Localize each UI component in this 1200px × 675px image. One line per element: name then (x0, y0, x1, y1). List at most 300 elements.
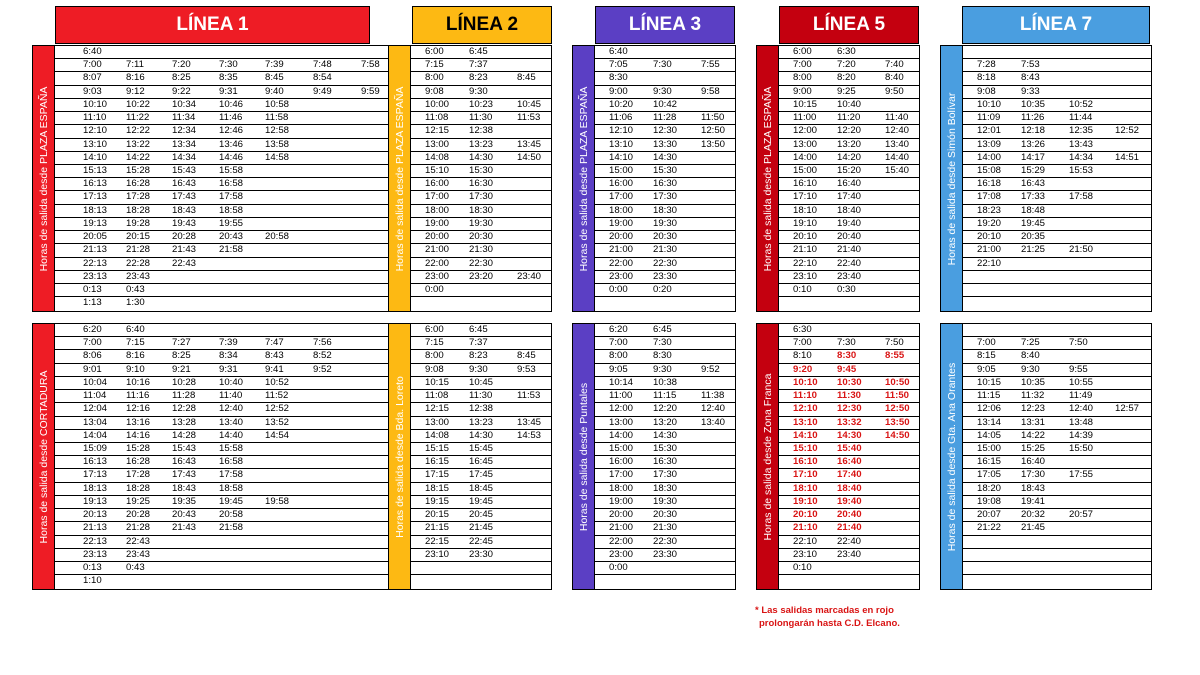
departure-time: 17:30 (469, 191, 494, 203)
departure-time: 9:53 (517, 363, 536, 375)
departure-time: 16:00 (609, 178, 634, 190)
departure-time: 16:30 (653, 456, 678, 468)
table-row (411, 258, 551, 271)
table-row (779, 178, 919, 191)
table-row (595, 258, 735, 271)
departure-time: 9:30 (469, 363, 488, 375)
departure-origin-label: Horas de salida desde Simón Bolívar (945, 92, 958, 265)
departure-time: 12:30 (653, 125, 678, 137)
table-row (55, 562, 391, 575)
departure-time: 18:45 (469, 482, 494, 494)
departure-time: 18:28 (126, 204, 151, 216)
departure-time: 9:30 (1021, 363, 1040, 375)
table-row (963, 496, 1151, 509)
departure-time: 10:58 (265, 98, 290, 110)
table-row (779, 297, 919, 310)
table-row (55, 430, 391, 443)
departure-time: 22:00 (609, 535, 634, 547)
departure-time: 12:20 (837, 125, 862, 137)
departure-time: 19:58 (265, 495, 290, 507)
departure-origin-label: Horas de salida desde Bda. Loreto (393, 375, 406, 538)
table-row (963, 403, 1151, 416)
departure-time: 13:32 (837, 416, 862, 428)
departure-time: 15:30 (469, 164, 494, 176)
table-row (963, 244, 1151, 257)
departure-time: 12:04 (83, 403, 108, 415)
departure-time: 19:08 (977, 495, 1002, 507)
line-header-1: LÍNEA 1 (55, 6, 370, 44)
departure-time: 15:00 (977, 442, 1002, 454)
table-row (963, 350, 1151, 363)
departure-time: 15:08 (977, 164, 1002, 176)
table-row (963, 575, 1151, 588)
departure-time: 18:40 (837, 482, 862, 494)
departure-time: 7:15 (126, 337, 145, 349)
departure-time: 7:39 (219, 337, 238, 349)
departure-time: 18:43 (172, 204, 197, 216)
departure-origin-band (940, 45, 962, 312)
departure-time: 22:30 (653, 257, 678, 269)
departure-time: 17:13 (83, 469, 108, 481)
departure-time: 11:10 (83, 112, 107, 124)
departure-time: 15:29 (1021, 164, 1046, 176)
departure-time: 10:28 (172, 376, 197, 388)
table-row (779, 271, 919, 284)
departure-time: 7:00 (793, 59, 812, 71)
departure-time: 21:30 (469, 244, 494, 256)
departure-time: 21:30 (653, 244, 678, 256)
departure-time: 21:28 (126, 522, 151, 534)
departure-time: 19:13 (83, 495, 108, 507)
departure-time: 8:30 (609, 72, 628, 84)
departure-time: 7:30 (653, 337, 672, 349)
departure-time: 9:21 (172, 363, 191, 375)
departure-time: 7:00 (83, 337, 102, 349)
departure-time: 7:00 (83, 59, 102, 71)
table-row (595, 549, 735, 562)
table-row (55, 403, 391, 416)
departure-time: 12:30 (837, 403, 862, 415)
departure-time: 20:10 (793, 509, 818, 521)
departure-time: 12:40 (1069, 403, 1094, 415)
departure-time: 8:16 (126, 72, 145, 84)
departure-time: 13:34 (172, 138, 197, 150)
table-row (779, 483, 919, 496)
departure-time: 6:40 (126, 324, 145, 335)
table-row (779, 509, 919, 522)
table-row (411, 350, 551, 363)
table-row (963, 191, 1151, 204)
departure-time: 18:28 (126, 482, 151, 494)
table-row (963, 125, 1151, 138)
departure-time: 7:48 (313, 59, 332, 71)
departure-time: 11:08 (425, 112, 449, 124)
table-row (411, 46, 551, 59)
departure-time: 19:00 (425, 217, 450, 229)
departure-time: 13:40 (219, 416, 244, 428)
table-row (595, 99, 735, 112)
departure-time: 23:40 (837, 548, 862, 560)
departure-time: 16:28 (126, 178, 151, 190)
departure-time: 8:00 (425, 72, 444, 84)
departure-time: 20:07 (977, 509, 1002, 521)
departure-time: 16:15 (425, 456, 450, 468)
table-row (963, 86, 1151, 99)
departure-time: 10:38 (653, 376, 678, 388)
table-row (963, 178, 1151, 191)
departure-time: 13:40 (701, 416, 726, 428)
departure-time: 11:40 (885, 112, 909, 124)
departure-time: 23:10 (425, 548, 450, 560)
table-row (595, 364, 735, 377)
departure-time: 11:22 (126, 112, 150, 124)
table-row (779, 125, 919, 138)
table-row (595, 496, 735, 509)
departure-time: 12:40 (701, 403, 726, 415)
table-row (411, 112, 551, 125)
departure-time: 15:00 (793, 164, 818, 176)
departure-time: 10:16 (126, 376, 151, 388)
table-row (411, 178, 551, 191)
departure-time: 10:20 (609, 98, 634, 110)
table-row (963, 509, 1151, 522)
departure-time: 23:00 (425, 270, 450, 282)
departure-time: 9:30 (469, 85, 488, 97)
schedule-table (410, 45, 552, 312)
departure-time: 10:34 (172, 98, 197, 110)
departure-time: 13:45 (517, 416, 542, 428)
table-row (411, 139, 551, 152)
departure-time: 12:40 (885, 125, 910, 137)
table-row (779, 496, 919, 509)
departure-time: 9:41 (265, 363, 284, 375)
departure-time: 22:28 (126, 257, 151, 269)
departure-time: 20:43 (172, 509, 197, 521)
departure-time: 9:25 (837, 85, 856, 97)
departure-time: 13:00 (425, 416, 450, 428)
table-row (55, 258, 391, 271)
departure-time: 13:00 (793, 138, 818, 150)
departure-time: 19:10 (793, 495, 818, 507)
table-row (779, 258, 919, 271)
departure-time: 15:00 (609, 442, 634, 454)
departure-time: 11:52 (265, 390, 289, 402)
departure-time: 22:30 (469, 257, 494, 269)
departure-time: 17:00 (609, 469, 634, 481)
departure-time: 9:01 (83, 363, 102, 375)
departure-time: 10:30 (837, 376, 862, 388)
table-row (779, 99, 919, 112)
table-row (595, 271, 735, 284)
line-5-bottom-panel (940, 323, 1152, 590)
departure-time: 23:13 (83, 270, 108, 282)
departure-time: 22:30 (653, 535, 678, 547)
table-row (411, 364, 551, 377)
departure-time: 9:31 (219, 85, 238, 97)
departure-time: 10:15 (977, 376, 1002, 388)
departure-time: 21:40 (837, 244, 862, 256)
departure-time: 20:13 (83, 509, 108, 521)
departure-time: 20:28 (172, 231, 197, 243)
departure-time: 10:10 (83, 98, 108, 110)
departure-time: 13:22 (126, 138, 151, 150)
departure-time: 23:00 (609, 548, 634, 560)
departure-time: 7:00 (793, 337, 812, 349)
table-row (595, 178, 735, 191)
departure-time: 16:43 (1021, 178, 1046, 190)
departure-time: 18:30 (653, 204, 678, 216)
table-row (595, 575, 735, 588)
departure-time: 14:30 (653, 429, 678, 441)
departure-time: 15:15 (425, 442, 450, 454)
departure-time: 11:04 (83, 390, 107, 402)
departure-time: 21:45 (469, 522, 494, 534)
departure-time: 19:40 (837, 217, 862, 229)
departure-time: 15:40 (885, 164, 910, 176)
departure-time: 11:40 (219, 390, 243, 402)
departure-time: 9:58 (701, 85, 720, 97)
departure-time: 18:30 (469, 204, 494, 216)
table-row (411, 403, 551, 416)
table-row (411, 99, 551, 112)
table-row (595, 191, 735, 204)
departure-time: 9:45 (837, 363, 857, 375)
departure-time: 15:30 (653, 164, 678, 176)
departure-time: 12:35 (1069, 125, 1094, 137)
departure-time: 21:00 (425, 244, 450, 256)
departure-time: 19:00 (609, 495, 634, 507)
table-row (595, 112, 735, 125)
departure-time: 19:30 (653, 495, 678, 507)
departure-time: 20:05 (83, 231, 108, 243)
departure-time: 11:28 (172, 390, 196, 402)
departure-time: 13:20 (837, 138, 862, 150)
departure-time: 17:08 (977, 191, 1002, 203)
table-row (963, 443, 1151, 456)
departure-time: 21:00 (609, 522, 634, 534)
departure-time: 9:08 (425, 85, 444, 97)
departure-time: 16:30 (469, 178, 494, 190)
table-row (595, 244, 735, 257)
departure-time: 13:50 (701, 138, 726, 150)
departure-time: 12:52 (1115, 125, 1140, 137)
departure-time: 20:15 (425, 509, 450, 521)
table-row (55, 165, 391, 178)
departure-time: 11:00 (793, 112, 817, 124)
departure-time: 8:20 (837, 72, 856, 84)
departure-time: 17:40 (837, 191, 862, 203)
departure-time: 21:58 (219, 522, 244, 534)
departure-time: 16:10 (793, 178, 818, 190)
table-row (55, 46, 391, 59)
departure-time: 11:30 (469, 390, 493, 402)
departure-time: 12:10 (83, 125, 108, 137)
departure-time: 12:50 (701, 125, 726, 137)
departure-time: 19:35 (172, 495, 197, 507)
departure-time: 17:33 (1021, 191, 1046, 203)
schedule-table (962, 45, 1152, 312)
schedule-table (962, 323, 1152, 590)
departure-time: 7:50 (1069, 337, 1088, 349)
note-line-2: prolongarán hasta C.D. Elcano. (759, 618, 900, 629)
table-row (595, 377, 735, 390)
departure-time: 8:25 (172, 350, 191, 362)
table-row (55, 112, 391, 125)
table-row (779, 59, 919, 72)
line-header-3: LÍNEA 3 (595, 6, 735, 44)
departure-time: 11:58 (265, 112, 289, 124)
departure-time: 11:28 (653, 112, 677, 124)
table-row (963, 99, 1151, 112)
departure-time: 16:15 (977, 456, 1002, 468)
departure-time: 21:45 (1021, 522, 1046, 534)
table-row (595, 430, 735, 443)
departure-time: 10:23 (469, 98, 494, 110)
departure-time: 23:13 (83, 548, 108, 560)
departure-time: 14:30 (837, 429, 862, 441)
table-row (779, 377, 919, 390)
schedule-table (410, 323, 552, 590)
departure-time: 19:25 (126, 495, 151, 507)
table-row (411, 509, 551, 522)
departure-time: 10:40 (219, 376, 244, 388)
table-row (55, 549, 391, 562)
departure-time: 12:22 (126, 125, 151, 137)
departure-time: 21:22 (977, 522, 1002, 534)
table-row (411, 522, 551, 535)
departure-time: 12:52 (265, 403, 290, 415)
departure-time: 15:58 (219, 442, 244, 454)
table-row (55, 72, 391, 85)
departure-time: 21:30 (653, 522, 678, 534)
departure-time: 14:30 (469, 151, 494, 163)
line-header-2: LÍNEA 2 (412, 6, 552, 44)
departure-time: 6:00 (425, 46, 444, 57)
departure-time: 21:43 (172, 522, 197, 534)
table-row (779, 417, 919, 430)
table-row (55, 417, 391, 430)
departure-time: 8:10 (793, 350, 812, 362)
table-row (779, 244, 919, 257)
departure-time: 0:13 (83, 283, 102, 295)
departure-time: 18:40 (837, 204, 862, 216)
departure-time: 17:43 (172, 191, 197, 203)
departure-time: 9:31 (219, 363, 238, 375)
departure-time: 7:47 (265, 337, 284, 349)
departure-time: 9:20 (793, 363, 813, 375)
departure-time: 23:30 (469, 548, 494, 560)
table-row (779, 72, 919, 85)
table-row (779, 562, 919, 575)
departure-time: 7:55 (701, 59, 720, 71)
departure-time: 17:30 (653, 191, 678, 203)
line-2-bottom-panel (388, 323, 552, 590)
departure-time: 9:00 (609, 85, 628, 97)
table-row (595, 350, 735, 363)
departure-time: 7:15 (425, 337, 444, 349)
departure-time: 15:13 (83, 164, 108, 176)
departure-time: 9:30 (653, 363, 672, 375)
departure-time: 8:07 (83, 72, 102, 84)
departure-time: 17:58 (219, 191, 244, 203)
departure-time: 12:38 (469, 403, 494, 415)
table-row (779, 337, 919, 350)
table-row (55, 469, 391, 482)
table-row (55, 99, 391, 112)
departure-time: 17:10 (793, 469, 818, 481)
table-row (963, 165, 1151, 178)
departure-time: 13:20 (653, 416, 678, 428)
departure-time: 19:13 (83, 217, 108, 229)
departure-time: 17:55 (1069, 469, 1094, 481)
departure-time: 21:28 (126, 244, 151, 256)
departure-time: 16:43 (172, 178, 197, 190)
table-row (963, 390, 1151, 403)
table-row (411, 297, 551, 310)
departure-time: 20:30 (653, 231, 678, 243)
departure-time: 22:10 (793, 257, 818, 269)
departure-time: 10:40 (837, 98, 862, 110)
departure-time: 20:40 (837, 509, 862, 521)
departure-time: 8:55 (885, 350, 905, 362)
departure-time: 20:58 (219, 509, 244, 521)
departure-time: 14:34 (1069, 151, 1094, 163)
departure-time: 19:30 (469, 217, 494, 229)
table-row (411, 231, 551, 244)
departure-time: 16:00 (425, 178, 450, 190)
table-row (55, 443, 391, 456)
table-row (779, 456, 919, 469)
departure-time: 12:16 (126, 403, 151, 415)
table-row (595, 165, 735, 178)
departure-time: 9:05 (609, 363, 628, 375)
departure-time: 7:27 (172, 337, 191, 349)
departure-time: 18:10 (793, 482, 818, 494)
departure-time: 9:12 (126, 85, 145, 97)
departure-time: 13:00 (609, 416, 634, 428)
departure-time: 11:32 (1021, 390, 1045, 402)
departure-time: 10:10 (977, 98, 1002, 110)
table-row (779, 165, 919, 178)
departure-time: 7:56 (313, 337, 332, 349)
table-row (411, 417, 551, 430)
table-row (411, 271, 551, 284)
departure-time: 21:00 (977, 244, 1002, 256)
schedule-table (594, 323, 736, 590)
departure-time: 9:10 (126, 363, 145, 375)
departure-time: 0:10 (793, 561, 812, 573)
departure-time: 17:13 (83, 191, 108, 203)
departure-time: 18:58 (219, 482, 244, 494)
table-row (411, 152, 551, 165)
departure-time: 16:40 (1021, 456, 1046, 468)
departure-time: 14:17 (1021, 151, 1046, 163)
departure-time: 16:30 (653, 178, 678, 190)
table-row (595, 443, 735, 456)
table-row (595, 522, 735, 535)
table-row (963, 377, 1151, 390)
departure-time: 14:28 (172, 429, 197, 441)
departure-time: 17:45 (469, 469, 494, 481)
table-row (963, 337, 1151, 350)
departure-time: 15:43 (172, 442, 197, 454)
line-4-top-panel (756, 45, 920, 312)
departure-origin-label: Horas de salida desde Zona Franca (761, 373, 774, 540)
departure-time: 14:10 (83, 151, 108, 163)
departure-time: 15:25 (1021, 442, 1046, 454)
line-3-top-panel (572, 45, 736, 312)
table-row (55, 456, 391, 469)
